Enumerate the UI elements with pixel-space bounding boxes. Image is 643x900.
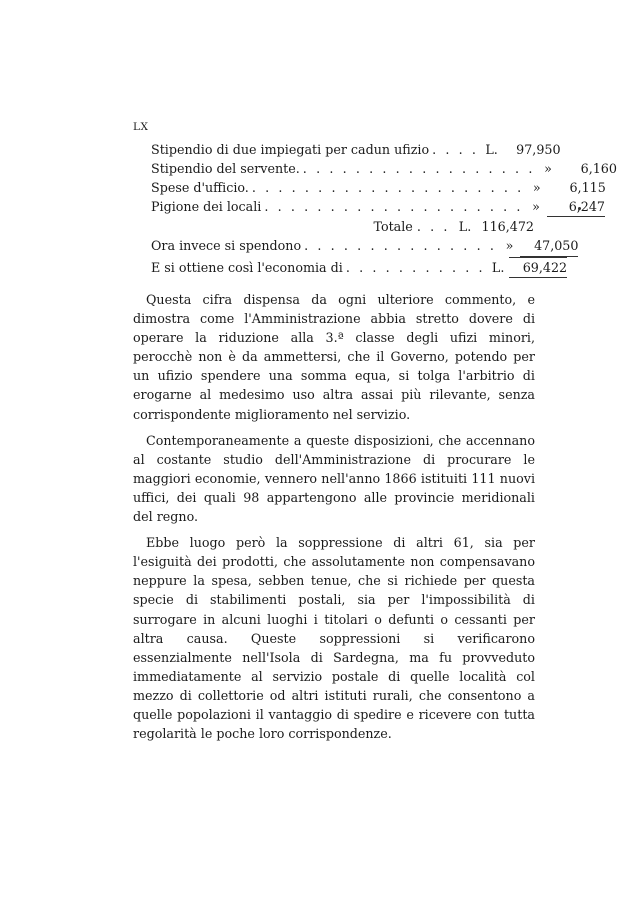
ledger-total-amount: 116,472 [481, 219, 534, 235]
ledger-row-currency: » [532, 180, 541, 196]
ledger-row-dots: . . . . . . . . . . . . . . . . . . . . [264, 199, 524, 215]
ledger-row-dots: . . . . . . . . . . . . . . . . . . . . . [251, 180, 524, 196]
ledger-row [147, 197, 606, 217]
ledger-row-label: Spese d'ufficio. [151, 180, 249, 196]
ledger-spent-row [147, 236, 579, 256]
ledger-total-dots: . . . [416, 219, 450, 235]
ledger-row-currency: L. [485, 142, 498, 157]
ledger-spent-dots: . . . . . . . . . . . . . . . [304, 238, 497, 254]
ledger-spent-label: Ora invece si spendono [151, 238, 302, 254]
ledger-row-amount: 6,247 [547, 197, 605, 217]
ledger-row-amount: 97,950 [516, 142, 561, 157]
ledger-row-label: Stipendio di due impiegati per cadun ufizio [151, 142, 430, 157]
ledger-total-row [147, 217, 534, 236]
paragraph: Contemporaneamente a queste disposizioni, che accennano al costante studio dell'Amministrazione di procurare le maggiori economie, vennero nell'anno 1866 istituiti 111 nuovi uffici, dei quali 98 appartengono alle provincie meridionali del regno. [133, 432, 535, 525]
ledger-row-currency: » [532, 199, 540, 215]
ledger-row-amount: 6,160 [580, 161, 617, 177]
paragraph: Ebbe luogo però la soppressione di altri 61, sia per l'esiguità dei prodotti, che assolutamente non compensavano neppure la spesa, sebben tenue, che si richiede per questa specie di stabilimenti postali, sia per l'impossibilità di surrogare in alcuni luoghi i titolari o defunti o cessanti per altra causa. Queste soppressioni si verificarono essenzialmente nell'Isola di Sardegna, ma fu provveduto immediatamente al servizio postale di quelle località col mezzo di collettorie od altri istituti rurali, che consentono a quelle popolazioni il vantaggio di spedire e ricevere con tutta regolarità le poche loro corrispondenze. [133, 535, 535, 742]
ledger-total-label: Totale [373, 219, 413, 235]
ledger-row-dots: . . . . [432, 142, 479, 157]
body-text [133, 290, 535, 750]
ledger-row-dots: . . . . . . . . . . . . . . . . . . [302, 161, 535, 177]
ledger-row-amount: 6,115 [569, 180, 606, 196]
ledger-spent-amount: 47,050 [520, 236, 578, 256]
ledger-savings-amount: 69,422 [509, 257, 567, 278]
ledger-savings-currency: L. [491, 259, 505, 275]
ledger-savings-dots: . . . . . . . . . . . [345, 259, 486, 275]
expense-ledger [147, 140, 617, 278]
ledger-row [147, 159, 617, 178]
ledger-total-currency: L. [458, 219, 472, 235]
ledger-row-currency: » [544, 161, 552, 177]
ledger-row [147, 178, 606, 197]
ledger-row [147, 140, 561, 159]
ledger-spent-currency: » [505, 238, 514, 254]
page-number: LX [133, 121, 149, 133]
ledger-row-label: Stipendio del servente. [151, 161, 300, 177]
ledger-savings-row [147, 257, 568, 278]
paragraph: Questa cifra dispensa da ogni ulteriore commento, e dimostra come l'Amministrazione abbia stretto dovere di operare la riduzione alla 3.ª classe degli ufizi minori, perocchè non è da ammettersi, che il Governo, potendo per un ufizio spendere una somma equa, si tolga l'arbitrio di erogarne al medesimo uso altra assai più rilevante, senza corrispondente miglioramento nel servizio. [133, 292, 535, 422]
ledger-savings-label: E si ottiene così l'economia di [151, 259, 343, 275]
ledger-row-label: Pigione dei locali [151, 199, 262, 215]
